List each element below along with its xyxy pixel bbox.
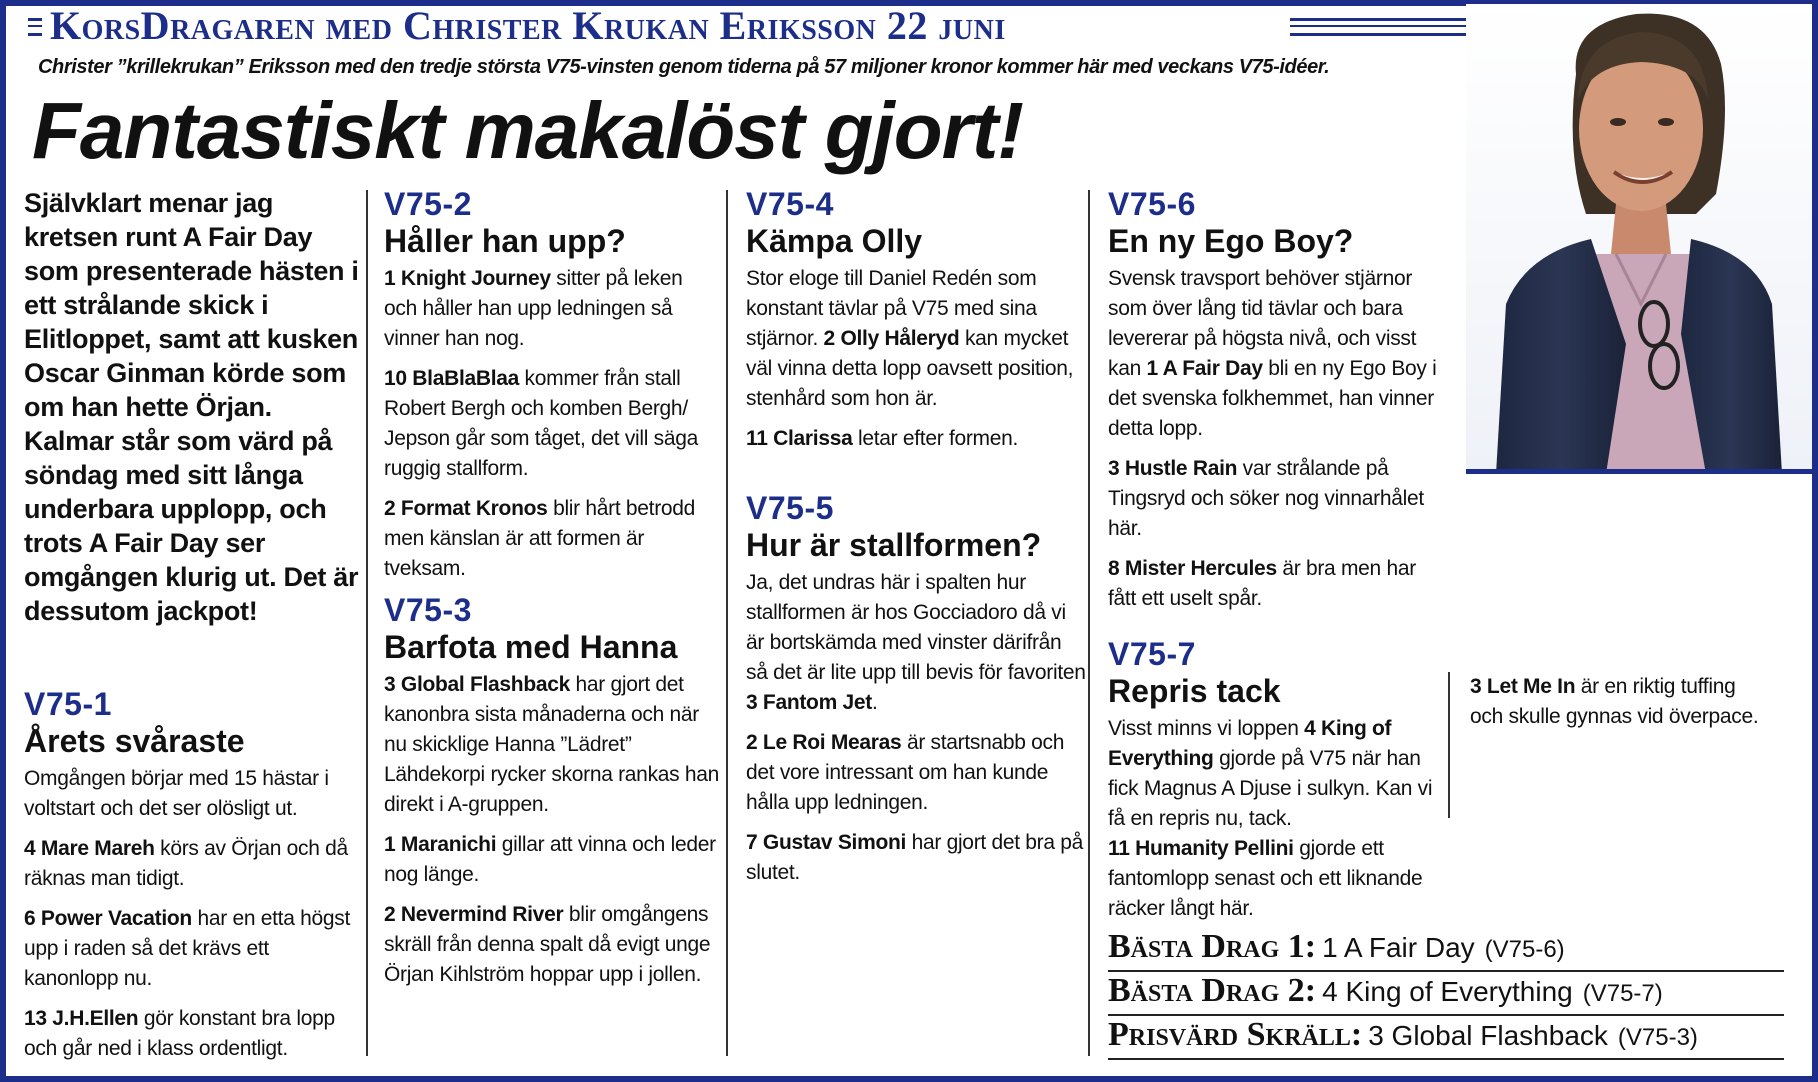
paragraph: 11 Humanity Pellini gjorde ett fantomlopp senast och ett liknande räcker långt här. — [1108, 837, 1423, 920]
column-divider — [366, 190, 368, 1056]
horse-name: 3 Global Flashback — [384, 673, 570, 696]
horse-name: 6 Power Vacation — [24, 907, 192, 930]
section-heading: Håller han upp? — [384, 223, 626, 259]
pick-value: 3 Global Flashback — [1368, 1020, 1608, 1051]
horse-name: 7 Gustav Simoni — [746, 831, 907, 854]
paragraph: Visst minns vi loppen 4 King of Everything gjorde på V75 när han fick Magnus A Djuse i sulkyn. Kan vi få en repris nu, tack. — [1108, 717, 1433, 830]
horse-name: 1 Maranichi — [384, 833, 497, 856]
horse-name: 2 Le Roi Mearas — [746, 731, 902, 754]
horse-name: 2 Nevermind River — [384, 903, 564, 926]
pick-label: Bästa Drag 1: — [1108, 928, 1317, 965]
pick-row — [1108, 928, 1784, 972]
section-code: V75-2 — [384, 186, 472, 222]
subtitle: Christer ”krillekrukan” Eriksson med den tredje största V75-vinsten genom tiderna på 57 miljoner kronor kommer här med veckans V75-idéer. — [38, 56, 1330, 78]
paragraph: 8 Mister Hercules är bra men har fått ett uselt spår. — [1108, 557, 1416, 610]
horse-name: 2 Olly Håleryd — [823, 327, 960, 350]
horse-name: 4 Mare Mareh — [24, 837, 155, 860]
paragraph: Svensk travsport behöver stjärnor som över lång tid tävlar och bara levererar på högsta nivå, och visst kan 1 A Fair Day bli en ny Ego Boy i det svenska folkhemmet, han vinner detta lopp. — [1108, 267, 1437, 440]
pick-value: 1 A Fair Day — [1322, 932, 1475, 963]
horse-name: 4 King of Everything — [1108, 717, 1392, 770]
pick-value: 4 King of Everything — [1322, 976, 1573, 1007]
paragraph: 2 Format Kronos blir hårt betrodd men känslan är att formen är tveksam. — [384, 497, 696, 580]
section-v75-6 — [1108, 186, 1438, 614]
pick-label: Bästa Drag 2: — [1108, 972, 1317, 1009]
horse-name: 2 Format Kronos — [384, 497, 548, 520]
intro-text: Självklart menar jag kretsen runt A Fair Day som presenterade hästen i ett strålande skick i Elitloppet, samt att kusken Oscar Ginman körde som om han hette Örjan. Kalmar står som värd på söndag med sitt långa underbara upplopp, och trots A Fair Day ser omgången klurig ut. Det är dessutom jackpot! — [24, 188, 359, 626]
section-v75-3 — [384, 592, 720, 990]
section-heading: Hur är stallformen? — [746, 527, 1042, 563]
pick-race: (V75-6) — [1484, 936, 1565, 963]
horse-name: 1 Knight Journey — [384, 267, 551, 290]
paragraph: 2 Nevermind River blir omgångens skräll från denna spalt då evigt unge Örjan Kihlström hoppar upp i jollen. — [384, 903, 711, 986]
header-rule-left — [28, 18, 42, 36]
paragraph: 1 Knight Journey sitter på leken och håller han upp ledningen så vinner han nog. — [384, 267, 683, 350]
section-code: V75-3 — [384, 592, 472, 628]
pick-race: (V75-7) — [1582, 980, 1663, 1007]
section-heading: Repris tack — [1108, 673, 1281, 709]
section-heading: En ny Ego Boy? — [1108, 223, 1354, 259]
pick-label: Prisvärd Skräll: — [1108, 1016, 1363, 1053]
section-heading: Årets svåraste — [24, 723, 245, 759]
paragraph: 3 Let Me In är en riktig tuffing och skulle gynnas vid överpace. — [1470, 675, 1759, 728]
section-v75-1 — [24, 686, 354, 1064]
horse-name: 3 Fantom Jet — [746, 691, 872, 714]
horse-name: 1 A Fair Day — [1146, 357, 1263, 380]
paragraph: 13 J.H.Ellen gör konstant bra lopp och går ned i klass ordentligt. — [24, 1007, 335, 1060]
section-code: V75-5 — [746, 490, 834, 526]
paragraph: 6 Power Vacation har en etta högst upp i raden så det krävs ett kanonlopp nu. — [24, 907, 350, 990]
paragraph: 3 Global Flashback har gjort det kanonbra sista månaderna och när nu skicklige Hanna ”Lädret” Lähdekorpi rycker skorna rankas han direkt i A-gruppen. — [384, 673, 720, 816]
pick-row — [1108, 1016, 1784, 1060]
column-title: KorsDragaren med Christer Krukan Eriksson 22 juni — [50, 3, 1006, 48]
headline: Fantastiskt makalöst gjort! — [32, 86, 1024, 175]
section-code: V75-1 — [24, 686, 112, 722]
horse-name: 11 Clarissa — [746, 427, 853, 450]
column-divider — [726, 190, 728, 1056]
horse-name: 11 Humanity Pellini — [1108, 837, 1294, 860]
paragraph: Stor eloge till Daniel Redén som konstant tävlar på V75 med sina stjärnor. 2 Olly Håleryd kan mycket väl vinna detta lopp oavsett position, stenhård som hon är. — [746, 267, 1074, 410]
paragraph: 2 Le Roi Mearas är startsnabb och det vore intressant om han kunde hålla upp ledningen. — [746, 731, 1065, 814]
section-v75-2 — [384, 186, 720, 584]
section-v75-5 — [746, 490, 1086, 888]
paragraph: 4 Mare Mareh körs av Örjan och då räknas man tidigt. — [24, 837, 348, 890]
header — [28, 4, 1278, 48]
section-heading: Barfota med Hanna — [384, 629, 678, 665]
horse-name: 3 Let Me In — [1470, 675, 1576, 698]
horse-name: 8 Mister Hercules — [1108, 557, 1277, 580]
section-v75-7-continued — [1448, 672, 1772, 818]
horse-name: 3 Hustle Rain — [1108, 457, 1238, 480]
horse-name: 10 BlaBlaBlaa — [384, 367, 520, 390]
section-v75-4 — [746, 186, 1086, 454]
paragraph: 7 Gustav Simoni har gjort det bra på slutet. — [746, 831, 1084, 884]
section-code: V75-4 — [746, 186, 834, 222]
section-code: V75-7 — [1108, 636, 1196, 672]
paragraph: Omgången börjar med 15 hästar i voltstart och det ser olösligt ut. — [24, 767, 329, 820]
section-code: V75-6 — [1108, 186, 1196, 222]
section-v75-7 — [1108, 636, 1438, 924]
author-portrait — [1466, 4, 1812, 474]
paragraph: 1 Maranichi gillar att vinna och leder nog länge. — [384, 833, 716, 886]
paragraph: 3 Hustle Rain var strålande på Tingsryd och söker nog vinnarhålet här. — [1108, 457, 1424, 540]
paragraph: 10 BlaBlaBlaa kommer från stall Robert Bergh och komben Bergh/ Jepson går som tåget, det vill säga ruggig stallform. — [384, 367, 699, 480]
paragraph: Ja, det undras här i spalten hur stallformen är hos Gocciadoro då vi är bortskämda med vinster därifrån så det är lite upp till bevis för favoriten 3 Fantom Jet. — [746, 571, 1086, 714]
section-heading: Kämpa Olly — [746, 223, 923, 259]
pick-row — [1108, 972, 1784, 1016]
pick-race: (V75-3) — [1617, 1024, 1698, 1051]
column-divider — [1088, 190, 1090, 1056]
horse-name: 13 J.H.Ellen — [24, 1007, 139, 1030]
paragraph: 11 Clarissa letar efter formen. — [746, 427, 1019, 450]
